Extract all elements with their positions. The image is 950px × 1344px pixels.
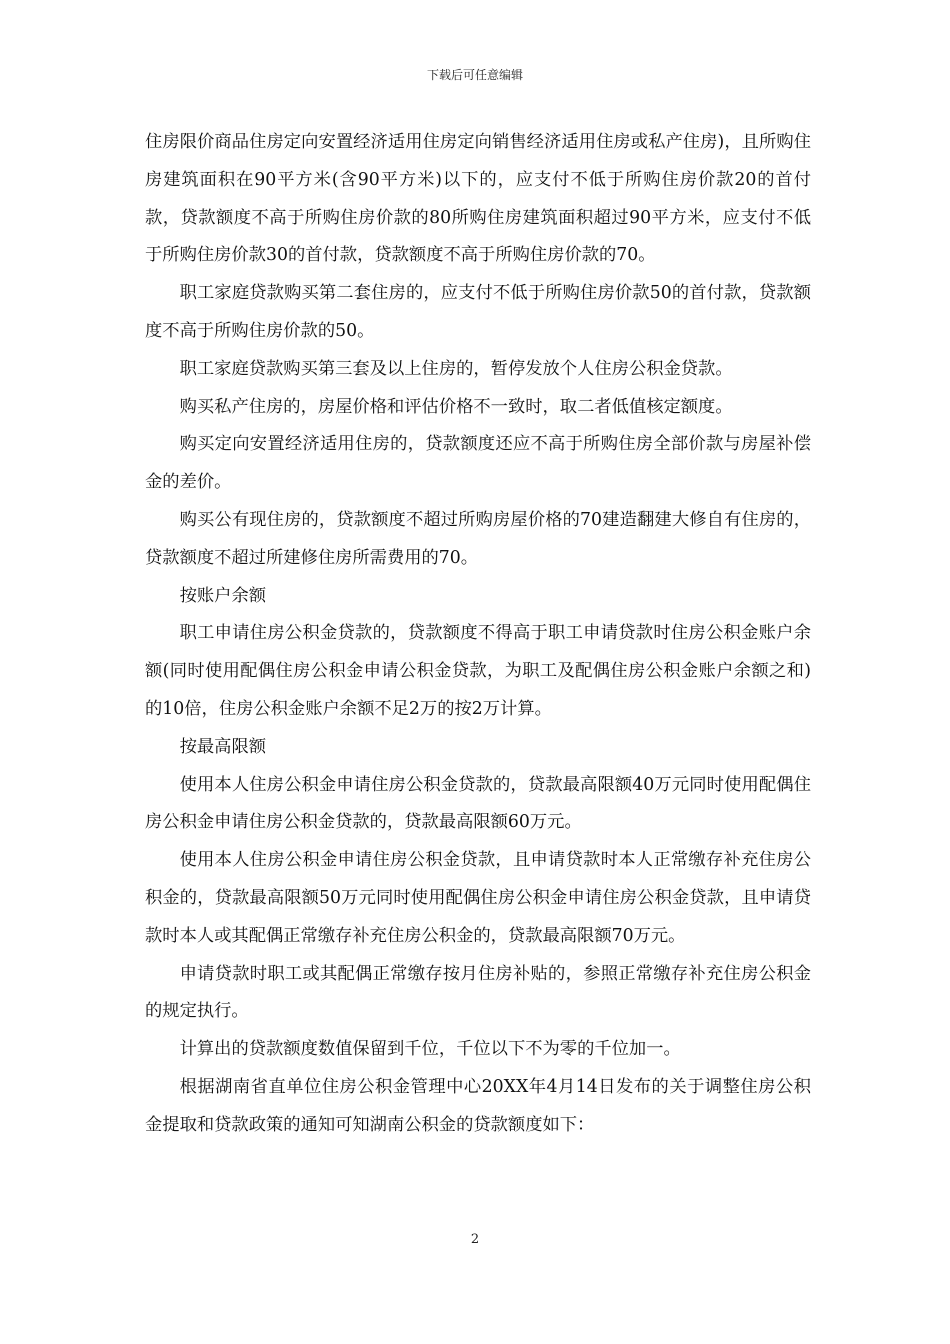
paragraph: 申请贷款时职工或其配偶正常缴存按月住房补贴的，参照正常缴存补充住房公积金的规定执行。 [145,963,811,1022]
page-number: 2 [470,1232,480,1247]
paragraph: 职工家庭贷款购买第三套及以上住房的，暂停发放个人住房公积金贷款。 [179,358,733,379]
paragraph: 购买私产住房的，房屋价格和评估价格不一致时，取二者低值核定额度。 [179,396,733,417]
paragraph: 使用本人住房公积金申请住房公积金贷款的，贷款最高限额40万元同时使用配偶住房公积金申请住房公积金贷款的，贷款最高限额60万元。 [145,774,811,833]
paragraph: 住房限价商品住房定向安置经济适用住房定向销售经济适用住房或私产住房)，且所购住房建筑面积在90平方米(含90平方米)以下的，应支付不低于所购住房价款20的首付款，贷款额度不高于所购住房价款的80所购住房建筑面积超过90平方米，应支付不低于所购住房价款30的首付款，贷款额度不高于所购住房价款的70。 [145,132,811,266]
paragraph: 使用本人住房公积金申请住房公积金贷款，且申请贷款时本人正常缴存补充住房公积金的，贷款最高限额50万元同时使用配偶住房公积金申请住房公积金贷款，且申请贷款时本人或其配偶正常缴存补充住房公积金的，贷款最高限额70万元。 [145,850,811,946]
paragraph: 根据湖南省直单位住房公积金管理中心20XX年4月14日发布的关于调整住房公积金提取和贷款政策的通知可知湖南公积金的贷款额度如下： [145,1076,811,1135]
document-body [145,124,811,1145]
paragraph: 购买公有现住房的，贷款额度不超过所购房屋价格的70建造翻建大修自有住房的，贷款额度不超过所建修住房所需费用的70。 [145,509,811,568]
paragraph: 计算出的贷款额度数值保留到千位，千位以下不为零的千位加一。 [179,1039,681,1060]
paragraph: 按最高限额 [179,736,267,757]
paragraph: 职工家庭贷款购买第二套住房的，应支付不低于所购住房价款50的首付款，贷款额度不高于所购住房价款的50。 [145,283,811,341]
paragraph: 职工申请住房公积金贷款的，贷款额度不得高于职工申请贷款时住房公积金账户余额(同时使用配偶住房公积金申请公积金贷款，为职工及配偶住房公积金账户余额之和)的10倍，住房公积金账户余额不足2万的按2万计算。 [145,623,811,719]
paragraph: 购买定向安置经济适用住房的，贷款额度还应不高于所购住房全部价款与房屋补偿金的差价。 [145,434,811,493]
paragraph: 按账户余额 [179,585,267,606]
page-header: 下载后可任意编辑 [426,68,523,82]
